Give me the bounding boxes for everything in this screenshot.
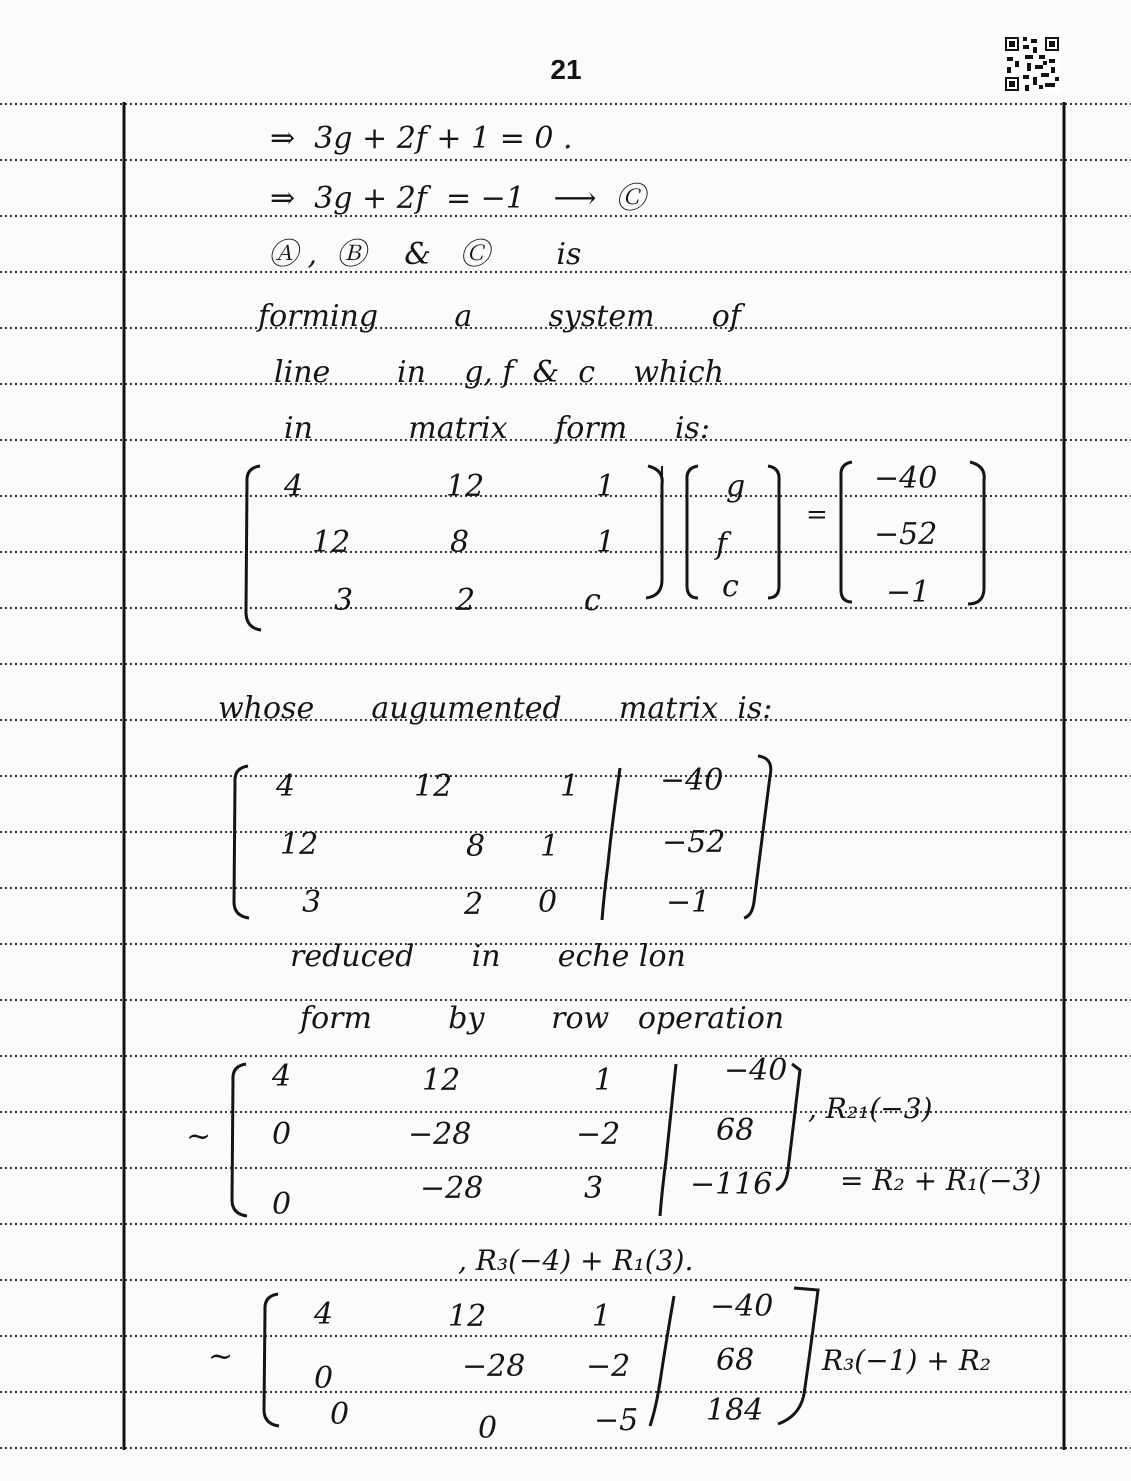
equation-line-1: ⇒ 3g + 2f + 1 = 0 . [270,121,573,156]
aug2-cell: −28 [420,1171,484,1206]
equation-labels-line: Ⓐ , Ⓑ & Ⓒ is [268,237,582,272]
aug3-cell: 4 [314,1297,334,1332]
aug1-cell: 12 [414,769,453,804]
aug1-cell: 12 [280,827,319,862]
augment-bar [596,764,626,924]
text-line-system: line in g, f & c which [274,355,724,390]
bracket-left [240,462,264,634]
bracket-right [764,462,784,602]
qr-code-icon [1003,35,1061,93]
var-cell: c [722,569,739,604]
coef-cell: 3 [334,583,354,618]
row-op-annotation: R₃(−1) + R₂ [822,1344,991,1377]
aug3-cell: 0 [314,1361,334,1396]
coef-cell: c [584,583,601,618]
coef-cell: 2 [456,583,476,618]
bracket-right [770,1060,806,1200]
text-line-matrix-form: in matrix form is: [284,411,710,446]
bracket-right [640,462,670,602]
aug3-cell: −5 [594,1403,639,1438]
rhs-cell: −1 [886,575,931,610]
aug1-cell: 1 [560,769,580,804]
aug1-cell: 8 [466,829,486,864]
aug3-cell: 12 [448,1299,487,1334]
aug2-cell: 1 [594,1063,614,1098]
aug2-cell: −2 [576,1117,621,1152]
aug3-cell: 184 [706,1393,764,1428]
aug2-cell: −28 [408,1117,472,1152]
aug3-cell: 1 [592,1299,612,1334]
bracket-left [836,458,856,606]
aug3-cell: 68 [716,1343,755,1378]
row-op-annotation: = R₂ + R₁(−3) [840,1164,1042,1197]
row-op-annotation: , R₃(−4) + R₁(3). [458,1244,694,1277]
bracket-left [258,1290,282,1430]
aug2-cell: 0 [272,1117,292,1152]
rhs-cell: −40 [874,461,938,496]
aug1-cell: −52 [662,825,726,860]
var-cell: g [726,469,746,504]
bracket-right [740,752,780,922]
aug3-cell: −2 [586,1349,631,1384]
aug2-cell: 12 [422,1063,461,1098]
rhs-cell: −52 [874,517,938,552]
text-line-reduced: reduced in eche lon [290,939,686,974]
aug3-cell: 0 [330,1397,350,1432]
bracket-left [226,1060,250,1220]
var-cell: f [716,527,728,562]
aug1-cell: −40 [660,763,724,798]
aug1-cell: 0 [538,885,558,920]
text-line-forming: forming a system of [258,299,741,334]
coef-cell: 8 [450,525,470,560]
aug3-cell: −28 [462,1349,526,1384]
aug2-cell: −40 [724,1053,788,1088]
page-number: 21 [550,54,582,85]
aug1-cell: −1 [666,885,711,920]
equation-line-2: ⇒ 3g + 2f = −1 ⟶ Ⓒ [270,181,646,216]
augment-bar [652,1060,682,1220]
row-op-annotation: , R₂₁(−3) [808,1092,933,1125]
bracket-right [962,458,992,608]
bracket-left [682,462,702,602]
bracket-right [770,1284,824,1430]
augment-bar [640,1292,680,1432]
equals-sign: = [806,500,828,530]
aug1-cell: 4 [276,769,296,804]
aug3-cell: 0 [478,1411,498,1446]
coef-cell: 1 [596,469,616,504]
aug2-cell: 4 [272,1059,292,1094]
aug2-cell: 68 [716,1113,755,1148]
aug1-cell: 1 [540,829,560,864]
text-line-row-operation: form by row operation [300,1001,785,1036]
aug2-cell: 0 [272,1187,292,1222]
aug1-cell: 2 [464,887,484,922]
bracket-left [228,762,252,922]
tilde-symbol: ~ [186,1119,212,1154]
coef-cell: 12 [446,469,485,504]
text-line-augmented: whose augumented matrix is: [218,691,773,726]
aug3-cell: −40 [710,1289,774,1324]
aug2-cell: 3 [584,1171,604,1206]
tilde-symbol: ~ [208,1339,234,1374]
coef-cell: 4 [284,469,304,504]
coef-cell: 12 [312,525,351,560]
aug2-cell: −116 [690,1167,773,1202]
coef-cell: 1 [596,525,616,560]
aug1-cell: 3 [302,885,322,920]
